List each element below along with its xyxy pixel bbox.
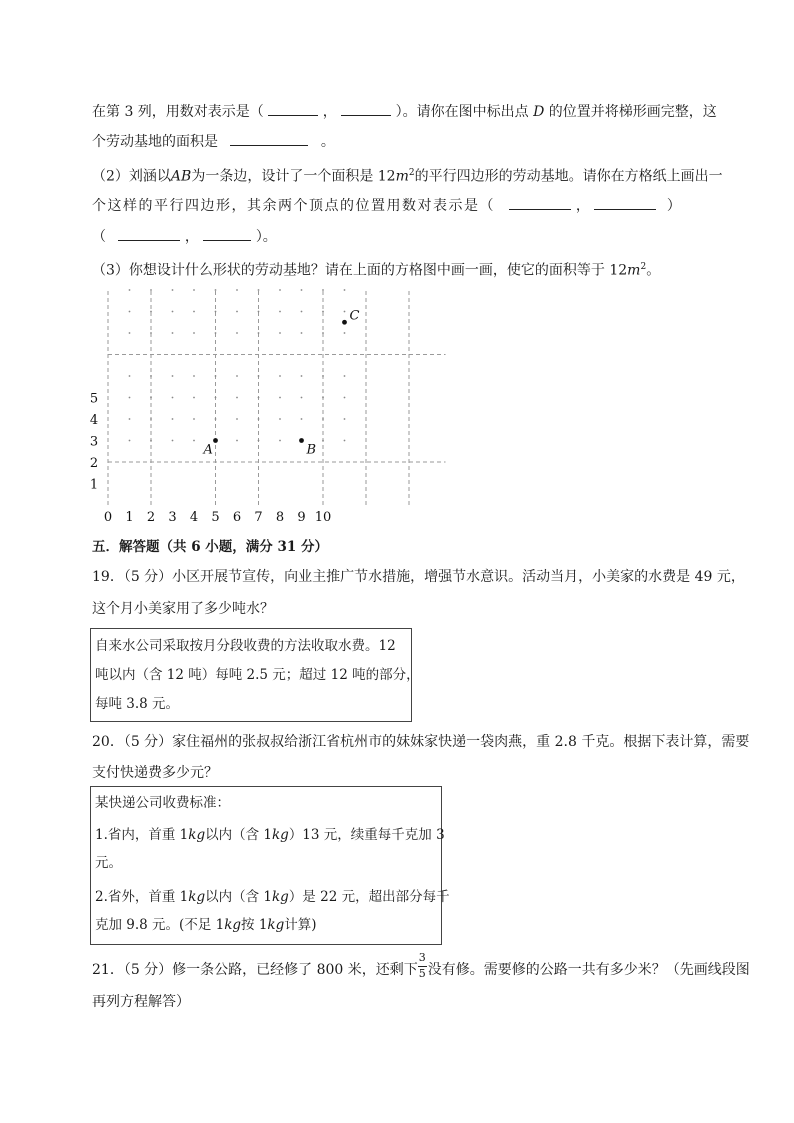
x-tick-label: 6 (232, 510, 242, 525)
y-tick-label: 4 (89, 413, 99, 428)
grid-dot (150, 418, 152, 420)
answer-blank[interactable] (203, 226, 251, 241)
x-tick-label: 1 (125, 510, 134, 525)
grid-dot (344, 332, 346, 334)
grid-dot (236, 418, 238, 420)
grid-dot (129, 289, 131, 291)
point-c (342, 320, 347, 325)
grid-dot (236, 440, 238, 442)
grid-dot (279, 289, 281, 291)
grid-dot (301, 418, 303, 420)
grid-dot (193, 440, 195, 442)
x-tick-label: 3 (168, 510, 177, 525)
grid-points (203, 308, 360, 457)
y-tick-label: 2 (89, 456, 99, 471)
grid-dot (279, 397, 281, 399)
grid-dot (258, 397, 260, 399)
grid-dot (344, 397, 346, 399)
grid-dot (279, 375, 281, 377)
y-tick-label: 5 (89, 391, 99, 407)
grid-dot (344, 311, 346, 313)
grid-dot (129, 397, 131, 399)
grid-dot (215, 375, 217, 377)
section-title: 五．解答题（共 6 小题，满分 31 分） (92, 539, 328, 555)
grid-dot (322, 311, 324, 313)
axis-labels (90, 392, 331, 526)
grid-dot (215, 418, 217, 420)
point-label-c: C (349, 308, 360, 324)
grid-dot (193, 418, 195, 420)
grid-dot (344, 375, 346, 377)
q20-price-box: 某快递公司收费标准： 1.省内，首重 1kg以内（含 1kg）13 元，续重每千克加 3 元。 2.省外，首重 1kg以内（含 1kg）是 22 元，超出部分每千 克加 9.8 元。(不足 1kg按 1kg计算) (90, 786, 442, 945)
grid-dot (193, 397, 195, 399)
grid-dot (322, 332, 324, 334)
q21-line2: 再列方程解答） (92, 994, 190, 1010)
q20-line2: 支付快递费多少元？ (92, 765, 218, 781)
grid-dot (236, 289, 238, 291)
grid-dot (129, 375, 131, 377)
grid-dot (344, 440, 346, 442)
grid-dot (301, 397, 303, 399)
grid-dot (279, 418, 281, 420)
point-label-a: A (203, 442, 213, 458)
grid-dot (279, 311, 281, 313)
q19-line1: 19．（5 分）小区开展节宣传，向业主推广节水措施，增强节水意识。活动当月，小美家的水费是 49 元， (92, 569, 745, 585)
grid-dot (258, 311, 260, 313)
q18-part2-line2: 个这样的平行四边形，其余两个顶点的位置用数对表示是（ ， ） (92, 195, 681, 216)
q18-part2-line3: （ ， ）。 (92, 226, 277, 247)
grid-dots (129, 289, 346, 441)
grid-dot (150, 289, 152, 291)
grid-dot (150, 375, 152, 377)
grid-dot (215, 289, 217, 291)
grid-dot (215, 332, 217, 334)
grid-dot (279, 332, 281, 334)
y-tick-label: 1 (89, 477, 99, 493)
answer-blank[interactable] (268, 101, 318, 116)
grid-dot (322, 397, 324, 399)
grid-dot (150, 311, 152, 313)
grid-dot (150, 440, 152, 442)
grid-dot (301, 311, 303, 313)
grid-dot (258, 418, 260, 420)
grid-dot (215, 311, 217, 313)
x-tick-label: 5 (211, 510, 220, 525)
q19-line2: 这个月小美家用了多少吨水？ (92, 601, 274, 617)
point-a (213, 438, 218, 443)
x-tick-label: 0 (103, 510, 113, 525)
grid-dot (193, 289, 195, 291)
q20-line1: 20．（5 分）家住福州的张叔叔给浙江省杭州市的妹妹家快递一袋肉燕，重 2.8 千克。根据下表计算，需要 (92, 734, 750, 750)
coordinate-grid[interactable] (80, 282, 470, 527)
grid-dot (279, 440, 281, 442)
grid-dot (215, 397, 217, 399)
answer-blank[interactable] (118, 226, 180, 241)
grid-dot (150, 397, 152, 399)
grid-dot (150, 332, 152, 334)
grid-dot (193, 311, 195, 313)
answer-blank[interactable] (509, 195, 571, 210)
grid-dot (258, 332, 260, 334)
q19-info-box: 自来水公司采取按月分段收费的方法收取水费。12 吨以内（含 12 吨）每吨 2.5 元；超过 12 吨的部分， 每吨 3.8 元。 (90, 628, 412, 722)
grid-dot (301, 375, 303, 377)
grid-dot (344, 289, 346, 291)
answer-blank[interactable] (594, 195, 656, 210)
x-tick-label: 2 (146, 510, 156, 525)
y-tick-label: 3 (89, 434, 99, 450)
grid-dot (258, 440, 260, 442)
grid-dot (322, 440, 324, 442)
grid-dot (301, 289, 303, 291)
fraction-three-fifths: $\frac{3}{5}$ (418, 951, 426, 980)
grid-dot (193, 332, 195, 334)
grid-dot (258, 375, 260, 377)
grid-dot (172, 375, 174, 377)
grid-dot (172, 311, 174, 313)
grid-dot (172, 418, 174, 420)
x-tick-label: 4 (189, 510, 199, 525)
grid-dot (129, 332, 131, 334)
grid-dot (129, 311, 131, 313)
grid-dot (236, 375, 238, 377)
grid-dot (258, 289, 260, 291)
grid-dot (236, 332, 238, 334)
q18-text: 在第 3 列，用数对表示是（ (92, 104, 264, 120)
grid-dot (322, 375, 324, 377)
x-tick-label: 9 (297, 510, 306, 525)
grid-dot (193, 375, 195, 377)
point-d-label: D (533, 104, 545, 120)
q18-part3: （3）你想设计什么形状的劳动基地？请在上面的方格图中画一画，使它的面积等于 $12m^2$。 (92, 262, 661, 279)
grid-dot (129, 440, 131, 442)
answer-blank[interactable] (341, 101, 391, 116)
grid-lines (108, 290, 446, 505)
area-answer-blank[interactable] (230, 131, 308, 146)
grid-dot (236, 311, 238, 313)
grid-dot (301, 332, 303, 334)
q21-line1: 21．（5 分）修一条公路，已经修了 800 米，还剩下 $\frac{3}{5}$ 没有修。需要修的公路一共有多少米？（先画线段图 (92, 951, 750, 980)
x-tick-label: 10 (314, 510, 332, 525)
grid-dot (344, 418, 346, 420)
point-b (299, 438, 304, 443)
q18-part2-line1: （2）刘涵以AB为一条边，设计了一个面积是 $12m^2$的平行四边形的劳动基地。请你在方格纸上画出一 (92, 168, 723, 185)
grid-dot (236, 397, 238, 399)
grid-dot (129, 418, 131, 420)
grid-dot (322, 418, 324, 420)
x-tick-label: 7 (254, 510, 263, 525)
q18-line1: 在第 3 列，用数对表示是（ ， ）。请你在图中标出点 D 的位置并将梯形画完整，这 (92, 101, 717, 122)
x-tick-label: 8 (275, 510, 285, 525)
q18-line2: 个劳动基地的面积是 。 (92, 131, 335, 152)
grid-dot (172, 397, 174, 399)
point-label-b: B (306, 442, 317, 458)
grid-dot (172, 440, 174, 442)
grid-dot (172, 289, 174, 291)
grid-dot (322, 289, 324, 291)
grid-dot (172, 332, 174, 334)
